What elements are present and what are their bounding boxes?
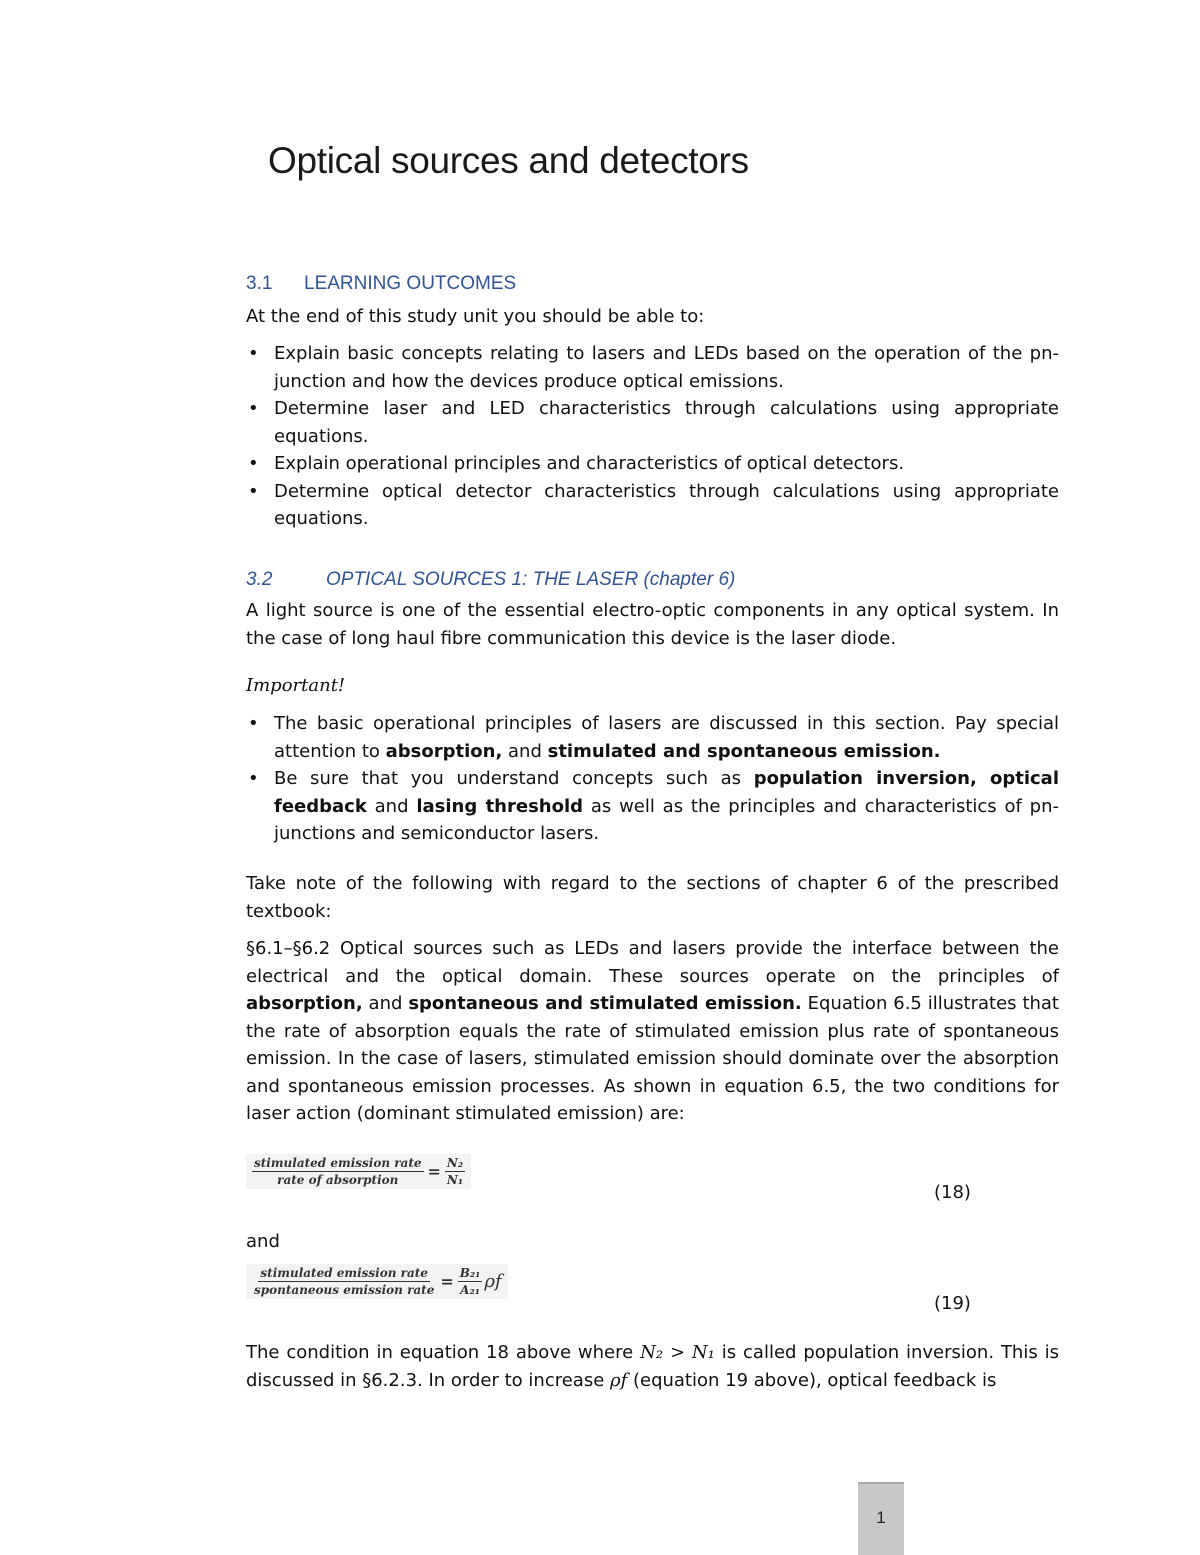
math-expression: N₂ > N₁ bbox=[640, 1342, 715, 1363]
rho-symbol: ρf bbox=[484, 1271, 502, 1292]
equation-19: $\frac{\text{stimulated emission rate}}{\text{spontaneous emission rate}}$ = $\frac{\text{B₂₁}}{\text{A₂₁}}$ ρf bbox=[246, 1264, 508, 1299]
emphasis: population inversion, optical feedback bbox=[274, 768, 1059, 817]
list-item: • Explain operational principles and characteristics of optical detectors. bbox=[246, 450, 1059, 478]
section-title: LEARNING OUTCOMES bbox=[304, 273, 517, 294]
section-number: 3.2 bbox=[246, 569, 273, 590]
list-item: • Explain basic concepts relating to lasers and LEDs based on the operation of the pn-junction and how the devices produce optical emissions. bbox=[246, 340, 1059, 395]
population-inversion-paragraph: The condition in equation 18 above where N₂ > N₁ is called population inversion. This is discussed in §6.2.3. In order to increase ρf (equation 19 above), optical feedback is bbox=[246, 1342, 1059, 1391]
learning-outcomes-intro: At the end of this study unit you should be able to: bbox=[246, 306, 705, 327]
page-number-badge bbox=[858, 1482, 904, 1555]
fraction-right: $\frac{\text{N₂}}{\text{N₁}}$ bbox=[446, 1156, 464, 1187]
emphasis: lasing threshold bbox=[416, 795, 584, 817]
textbook-note-paragraph: Take note of the following with regard to the sections of chapter 6 of the prescribed textbook: bbox=[246, 873, 1059, 922]
equation-18: $\frac{\text{stimulated emission rate}}{\text{rate of absorption}}$ = $\frac{\text{N₂}}{\text{N₁}}$ bbox=[246, 1154, 471, 1189]
list-item: • Determine laser and LED characteristics through calculations using appropriate equations. bbox=[246, 395, 1059, 450]
equation-number: (18) bbox=[934, 1182, 971, 1203]
section-heading-learning-outcomes bbox=[246, 273, 516, 295]
learning-outcomes-list bbox=[246, 340, 1059, 533]
fraction-left: $\frac{\text{stimulated emission rate}}{\text{spontaneous emission rate}}$ bbox=[254, 1266, 435, 1297]
math-expression: ρf bbox=[610, 1369, 628, 1391]
section-title: OPTICAL SOURCES 1: THE LASER (chapter 6) bbox=[326, 569, 736, 590]
fraction-right: $\frac{\text{B₂₁}}{\text{A₂₁}}$ bbox=[459, 1266, 481, 1297]
fraction-left: $\frac{\text{stimulated emission rate}}{\text{rate of absorption}}$ bbox=[254, 1156, 422, 1187]
emphasis: absorption, bbox=[385, 740, 503, 762]
list-item: • Determine optical detector characteristics through calculations using appropriate equations. bbox=[246, 478, 1059, 533]
list-item: • Be sure that you understand concepts such as population inversion, optical feedback and lasing threshold as well as the principles and characteristics of pn-junctions and semiconductor lasers. bbox=[246, 765, 1059, 848]
important-note-label: Important! bbox=[246, 675, 346, 696]
equation-number: (19) bbox=[934, 1293, 971, 1314]
emphasis: absorption, bbox=[246, 993, 363, 1014]
emphasis: spontaneous and stimulated emission. bbox=[408, 993, 802, 1014]
page-number: 1 bbox=[876, 1508, 886, 1527]
page-title: Optical sources and detectors bbox=[268, 140, 749, 181]
list-item: • The basic operational principles of lasers are discussed in this section. Pay special attention to absorption, and stimulated and spontaneous emission. bbox=[246, 710, 1059, 765]
important-list bbox=[246, 710, 1059, 848]
section-heading-optical-sources bbox=[246, 569, 735, 591]
section-intro-paragraph: A light source is one of the essential electro-optic components in any optical system. In the case of long haul fibre communication this device is the laser diode. bbox=[246, 600, 1059, 649]
section-number: 3.1 bbox=[246, 273, 273, 294]
emphasis: stimulated and spontaneous emission. bbox=[547, 740, 941, 762]
section-6-1-paragraph: §6.1–§6.2 Optical sources such as LEDs and lasers provide the interface between the electrical and the optical domain. These sources operate on the principles of absorption, and spontaneous and stimulated emission. Equation 6.5 illustrates that the rate of absorption equals the rate of stimulated emission plus rate of spontaneous emission. In the case of lasers, stimulated emission should dominate over the absorption and spontaneous emission processes. As shown in equation 6.5, the two conditions for laser action (dominant stimulated emission) are: bbox=[246, 938, 1059, 1124]
connector-text: and bbox=[246, 1231, 280, 1252]
